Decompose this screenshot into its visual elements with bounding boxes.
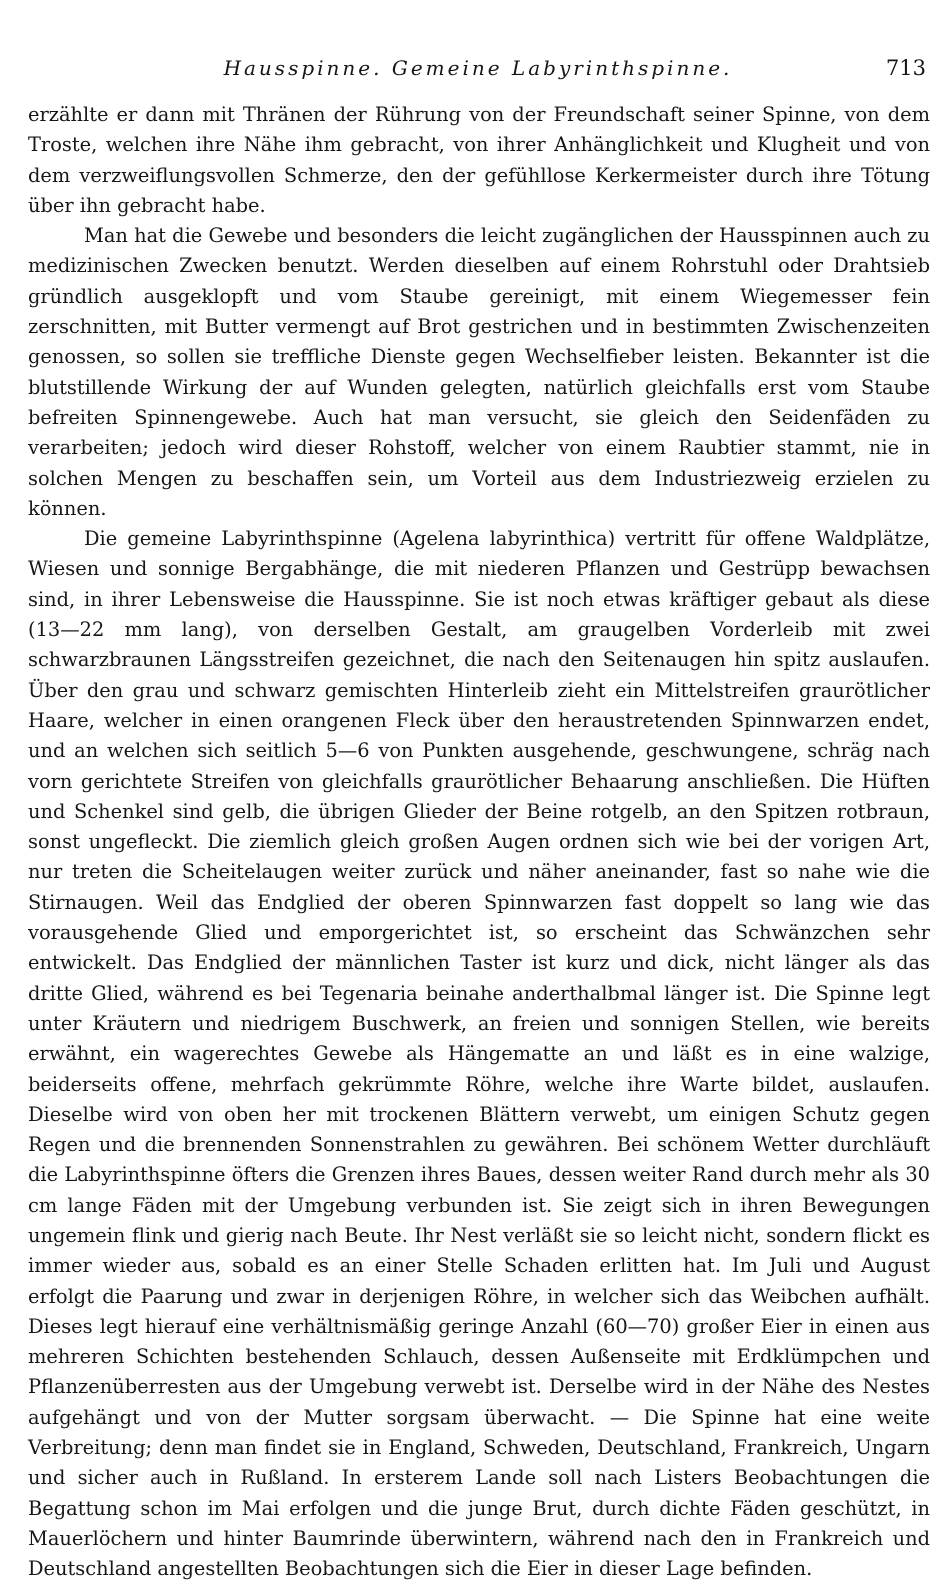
running-header [28,56,928,84]
paragraph-3: Die gemeine Labyrinthspinne (Agelena labyrinthica) vertritt für offene Waldplätze, Wiesen und sonnige Bergabhänge, die mit niederen Pflanzen und Gestrüpp bewachsen sind, in ihrer Lebensweise die Hausspinne. Sie ist noch etwas kräftiger gebaut als diese (13—22 mm lang), von derselben Gestalt, am graugelben Vorderleib mit zwei schwarzbraunen Längsstreifen gezeichnet, die nach den Seitenaugen hin spitz auslaufen. Über den grau und schwarz gemischten Hinterleib zieht ein Mittelstreifen graurötlicher Haare, welcher in einen orangenen Fleck über den heraustretenden Spinnwarzen endet, und an welchen sich seitlich 5—6 von Punkten ausgehende, geschwungene, schräg nach vorn gerichtete Streifen von gleichfalls graurötlicher Behaarung anschließen. Die Hüften und Schenkel sind gelb, die übrigen Glieder der Beine rotgelb, an den Spitzen rotbraun, sonst ungefleckt. Die ziemlich gleich großen Augen ordnen sich wie bei der vorigen Art, nur treten die Scheitelaugen weiter zurück und näher aneinander, fast so nahe wie die Stirnaugen. Weil das Endglied der oberen Spinnwarzen fast doppelt so lang wie das vorausgehende Glied und emporgerichtet ist, so erscheint das Schwänzchen sehr entwickelt. Das Endglied der männlichen Taster ist kurz und dick, nicht länger als das dritte Glied, während es bei Tegenaria beinahe anderthalbmal länger ist. Die Spinne legt unter Kräutern und niedrigem Buschwerk, an freien und sonnigen Stellen, wie bereits erwähnt, ein wagerechtes Gewebe als Hängematte an und läßt es in eine walzige, beiderseits offene, mehrfach gekrümmte Röhre, welche ihre Warte bildet, auslaufen. Dieselbe wird von oben her mit trockenen Blättern verwebt, um einigen Schutz gegen Regen und die brennenden Sonnenstrahlen zu gewähren. Bei schönem Wetter durchläuft die Labyrinthspinne öfters die Grenzen ihres Baues, dessen weiter Rand durch mehr als 30 cm lange Fäden mit der Umgebung verbunden ist. Sie zeigt sich in ihren Bewegungen ungemein flink und gierig nach Beute. Ihr Nest verläßt sie so leicht nicht, sondern flickt es immer wieder aus, sobald es an einer Stelle Schaden erlitten hat. Im Juli und August erfolgt die Paarung und zwar in derjenigen Röhre, in welcher sich das Weibchen aufhält. Dieses legt hierauf eine verhältnismäßig geringe Anzahl (60—70) großer Eier in einen aus mehreren Schichten bestehenden Schlauch, dessen Außenseite mit Erdklümpchen und Pflanzenüberresten aus der Umgebung verwebt ist. Derselbe wird in der Nähe des Nestes aufgehängt und von der Mutter sorgsam überwacht. — Die Spinne hat eine weite Verbreitung; denn man findet sie in England, Schweden, Deutschland, Frankreich, Ungarn und sicher auch in Rußland. In ersterem Lande soll nach Listers Beobachtungen die Begattung schon im Mai erfolgen und die junge Brut, durch dichte Fäden geschützt, in Mauerlöchern und hinter Baumrinde überwintern, während nach den in Frankreich und Deutschland angestellten Beobachtungen sich die Eier in dieser Lage befinden. [28,527,930,1581]
paragraph-1: erzählte er dann mit Thränen der Rührung von der Freundschaft seiner Spinne, von dem Troste, welchen ihre Nähe ihm gebracht, von ihrer Anhänglichkeit und Klugheit und von dem verzweiflungsvollen Schmerze, den der gefühllose Kerkermeister durch ihre Tötung über ihn gebracht habe. [28,103,930,217]
body-text [28,100,930,1585]
running-title: Hausspinne. Gemeine Labyrinthspinne. [223,56,733,80]
paragraph-2: Man hat die Gewebe und besonders die leicht zugänglichen der Hausspinnen auch zu medizinischen Zwecken benutzt. Werden dieselben auf einem Rohrstuhl oder Drahtsieb gründlich ausgeklopft und vom Staube gereinigt, mit einem Wiegemesser fein zerschnitten, mit Butter vermengt auf Brot gestrichen und in bestimmten Zwischenzeiten genossen, so sollen sie treffliche Dienste gegen Wechselfieber leisten. Bekannter ist die blutstillende Wirkung der auf Wunden gelegten, natürlich gleichfalls erst vom Staube befreiten Spinnengewebe. Auch hat man versucht, sie gleich den Seidenfäden zu verarbeiten; jedoch wird dieser Rohstoff, welcher von einem Raubtier stammt, nie in solchen Mengen zu beschaffen sein, um Vorteil aus dem Industriezweig erzielen zu können. [28,224,930,520]
page-number: 713 [885,56,926,80]
